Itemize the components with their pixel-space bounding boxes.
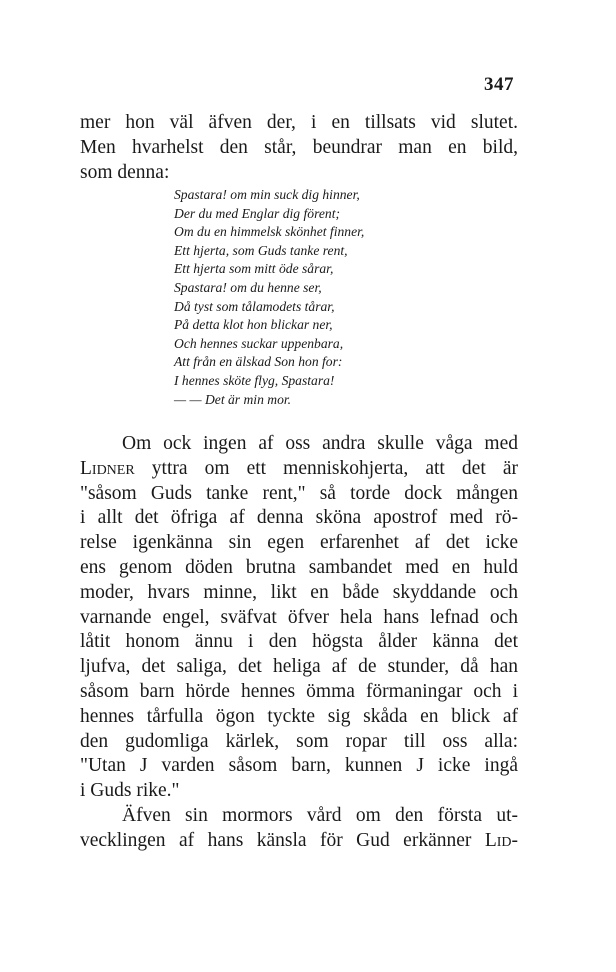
body-line: den gudomliga kärlek, som ropar till oss alla: xyxy=(80,730,518,752)
page-number: 347 xyxy=(484,74,514,95)
intro-line: som denna: xyxy=(80,161,170,183)
body-line: såsom barn hörde hennes ömma förmaningar och i xyxy=(80,680,518,702)
poem-line: Ett hjerta, som Guds tanke rent, xyxy=(174,242,348,258)
intro-paragraph xyxy=(80,111,518,185)
poem-line: I hennes sköte flyg, Spastara! xyxy=(174,372,335,388)
poem-line: Spastara! om min suck dig hinner, xyxy=(174,187,360,202)
intro-line: mer hon väl äfven der, i en tillsats vid slutet. xyxy=(80,112,518,133)
body-line xyxy=(80,457,518,482)
body-line: Om ock ingen af oss andra skulle våga med xyxy=(122,433,518,454)
poem-line: Ett hjerta som mitt öde sårar, xyxy=(174,261,334,277)
poem-line: — — Det är min mor. xyxy=(174,391,292,407)
body-line: Äfven sin mormors vård om den första ut- xyxy=(122,804,518,826)
body-line xyxy=(80,829,518,854)
poem-line: Och hennes suckar uppenbara, xyxy=(174,335,344,351)
body-line: "såsom Guds tanke rent," så torde dock mången xyxy=(80,482,518,504)
poem-line: Då tyst som tålamodets tårar, xyxy=(174,298,335,314)
body-line: i Guds rike." xyxy=(80,780,180,802)
poem-line: På detta klot hon blickar ner, xyxy=(174,317,333,333)
body-line: "Utan J varden såsom barn, kunnen J icke ingå xyxy=(80,755,518,777)
body-line: ens genom döden brutna sambandet med en huld xyxy=(80,556,518,578)
author-name: Lidner xyxy=(80,457,135,479)
body-line: hennes tårfulla ögon tyckte sig skåda en blick af xyxy=(80,705,518,727)
poem-line: Der du med Englar dig förent; xyxy=(174,205,340,221)
body-line: ljufva, det saliga, det heliga af de stunder, då han xyxy=(80,656,518,678)
body-line: varnande engel, sväfvat öfver hela hans lefnad och xyxy=(80,606,518,628)
body-line: relse igenkänna sin egen erfarenhet af det icke xyxy=(80,532,518,554)
author-name: Lid- xyxy=(484,829,518,851)
body-paragraph xyxy=(80,432,518,854)
body-line-text: vecklingen af hans känsla för Gud erkänner xyxy=(80,829,485,851)
body-line: i allt det öfriga af denna sköna apostrof med rö- xyxy=(80,507,518,529)
body-line: moder, hvars minne, likt en både skyddande och xyxy=(80,581,518,603)
body-line-text: yttra om ett menniskohjerta, att det är xyxy=(134,457,518,479)
intro-line: Men hvarhelst den står, beundrar man en bild, xyxy=(80,136,518,158)
poem-line: Att från en älskad Son hon for: xyxy=(174,354,343,370)
poem-line: Spastara! om du henne ser, xyxy=(174,279,322,295)
body-line: låtit honom ännu i den högsta ålder känna det xyxy=(80,631,518,653)
poem-block xyxy=(174,186,364,409)
poem-line: Om du en himmelsk skönhet finner, xyxy=(174,224,365,240)
